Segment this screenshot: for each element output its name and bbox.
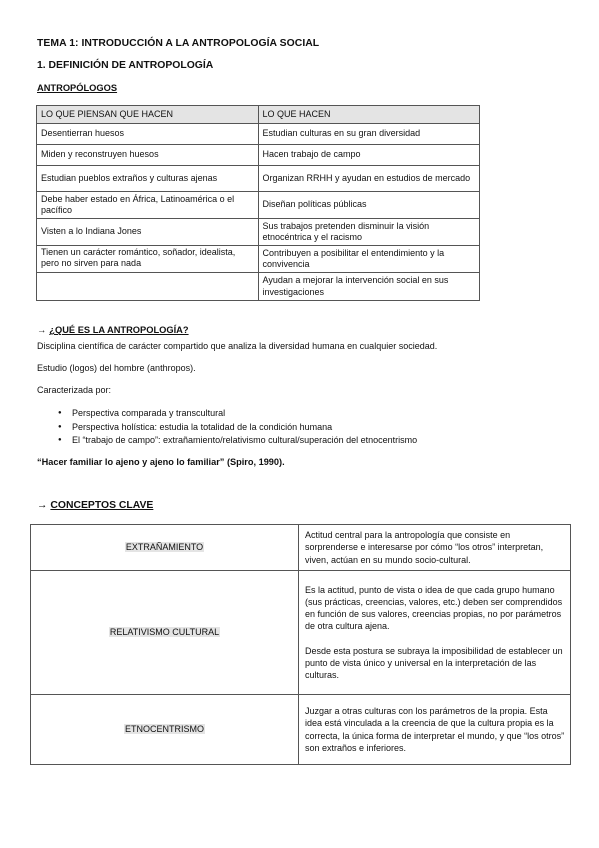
subsection-heading: ANTROPÓLOGOS xyxy=(37,83,118,93)
study-text: Estudio (logos) del hombre (anthropos). xyxy=(37,363,196,373)
table-cell: Diseñan políticas públicas xyxy=(258,192,480,219)
definition-text: Disciplina científica de carácter compartido que analiza la diversidad humana en cualquier sociedad. xyxy=(37,341,438,351)
table-row xyxy=(37,273,480,301)
table-header-cell: LO QUE HACEN xyxy=(258,106,480,124)
table-header-row xyxy=(37,106,480,124)
table-row xyxy=(37,192,480,219)
table-cell: Sus trabajos pretenden disminuir la visión etnocéntrica y el racismo xyxy=(258,219,480,246)
concepts-title: CONCEPTOS CLAVE xyxy=(50,500,154,511)
concept-description: Juzgar a otras culturas con los parámetros de la propia. Esta idea está vinculada a la creencia de que la cultura propia es la correcta, la única forma de interpretar el mundo, y que “los otros” son extraños e inferiores. xyxy=(299,695,571,765)
table-row xyxy=(31,695,571,765)
table-cell: Tienen un carácter romántico, soñador, idealista, pero no sirven para nada xyxy=(37,246,259,273)
concepts-heading xyxy=(37,500,153,511)
table-cell: Miden y reconstruyen huesos xyxy=(37,145,259,166)
anthropologists-table xyxy=(36,105,480,301)
concept-term: RELATIVISMO CULTURAL xyxy=(31,571,299,695)
characterized-text: Caracterizada por: xyxy=(37,385,112,395)
arrow-icon: → xyxy=(37,500,48,511)
table-row xyxy=(37,246,480,273)
table-row xyxy=(37,219,480,246)
table-cell: Estudian culturas en su gran diversidad xyxy=(258,124,480,145)
table-cell: Hacen trabajo de campo xyxy=(258,145,480,166)
arrow-icon: → xyxy=(37,325,47,335)
concept-term: EXTRAÑAMIENTO xyxy=(31,525,299,571)
table-row xyxy=(37,166,480,192)
concept-term: ETNOCENTRISMO xyxy=(31,695,299,765)
table-cell: Desentierran huesos xyxy=(37,124,259,145)
what-is-title: ¿QUÉ ES LA ANTROPOLOGÍA? xyxy=(49,325,189,335)
table-row xyxy=(31,571,571,695)
table-cell: Visten a lo Indiana Jones xyxy=(37,219,259,246)
table-row xyxy=(37,124,480,145)
list-item: ● Perspectiva holística: estudia la totalidad de la condición humana xyxy=(58,421,417,435)
list-item: ● Perspectiva comparada y transcultural xyxy=(58,407,417,421)
spiro-quote: “Hacer familiar lo ajeno y ajeno lo familiar” (Spiro, 1990). xyxy=(37,457,285,467)
table-cell: Organizan RRHH y ayudan en estudios de mercado xyxy=(258,166,480,192)
table-cell: Contribuyen a posibilitar el entendimiento y la convivencia xyxy=(258,246,480,273)
concept-description: Es la actitud, punto de vista o idea de que cada grupo humano (sus prácticas, creencias, valores, etc.) deben ser comprendidos en función de sus valores, creencias propias, no por parámetros de otra cultura ajena. Desde esta postura se subraya la imposibilidad de establecer un punto de vista único y universal en la interpretación de las culturas. xyxy=(299,571,571,695)
section-heading: 1. DEFINICIÓN DE ANTROPOLOGÍA xyxy=(37,60,214,71)
table-row xyxy=(37,145,480,166)
table-cell: Debe haber estado en África, Latinoamérica o el pacífico xyxy=(37,192,259,219)
what-is-heading xyxy=(37,325,189,335)
document-title: TEMA 1: INTRODUCCIÓN A LA ANTROPOLOGÍA SOCIAL xyxy=(37,38,320,49)
table-row xyxy=(31,525,571,571)
characteristics-list xyxy=(58,407,417,448)
list-item: ● El “trabajo de campo”: extrañamiento/relativismo cultural/superación del etnocentrismo xyxy=(58,434,417,448)
key-concepts-table xyxy=(30,524,571,765)
table-cell: Ayudan a mejorar la intervención social en sus investigaciones xyxy=(258,273,480,301)
table-header-cell: LO QUE PIENSAN QUE HACEN xyxy=(37,106,259,124)
table-cell: Estudian pueblos extraños y culturas ajenas xyxy=(37,166,259,192)
table-cell xyxy=(37,273,259,301)
concept-description: Actitud central para la antropología que consiste en sorprenderse e interesarse por cómo “los otros” interpretan, viven, actúan en su mundo socio-cultural. xyxy=(299,525,571,571)
